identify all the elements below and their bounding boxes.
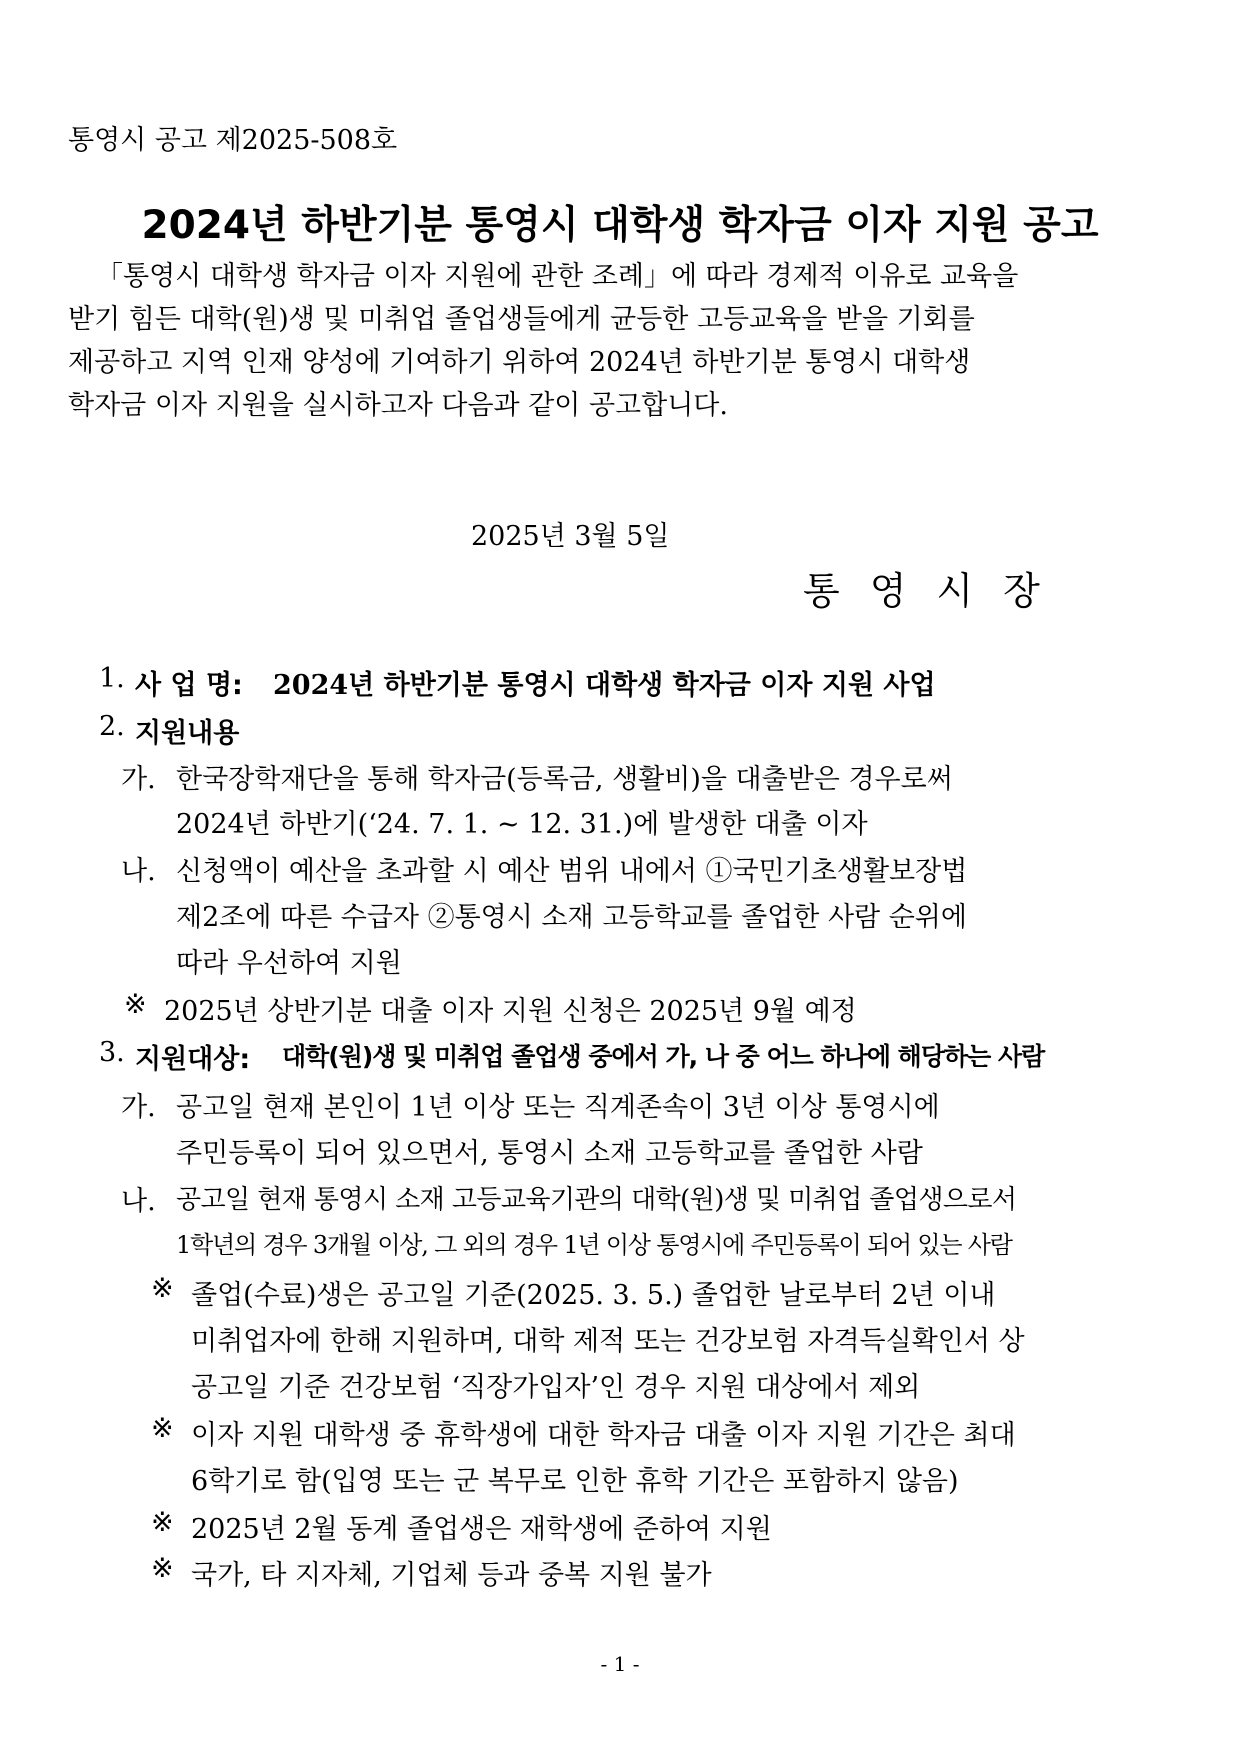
section-3-label: 지원대상: xyxy=(135,1044,251,1075)
section-2-number: 2. xyxy=(99,711,125,742)
note-marker: ※ xyxy=(151,1507,174,1538)
section-3-item-line: 주민등록이 되어 있으면서, 통영시 소재 고등학교를 졸업한 사람 xyxy=(176,1138,923,1169)
note-marker: ※ xyxy=(151,1553,174,1584)
section-3-item-line: 1학년의 경우 3개월 이상, 그 외의 경우 1년 이상 통영시에 주민등록이 되어 있는 사람 xyxy=(176,1231,1012,1259)
section-3-note-line: 공고일 기준 건강보험 ‘직장가입자’인 경우 지원 대상에서 제외 xyxy=(191,1372,921,1403)
notice-date: 2025년 3월 5일 xyxy=(471,521,670,552)
section-1-number: 1. xyxy=(99,663,125,694)
section-2-label: 지원내용 xyxy=(135,718,240,749)
note-marker: ※ xyxy=(124,989,147,1020)
section-2-item-line: 제2조에 따른 수급자 ②통영시 소재 고등학교를 졸업한 사람 순위에 xyxy=(176,902,967,933)
section-3-item-line: 공고일 현재 통영시 소재 고등교육기관의 대학(원)생 및 미취업 졸업생으로서 xyxy=(176,1185,1017,1215)
section-2-item-line: 한국장학재단을 통해 학자금(등록금, 생활비)을 대출받은 경우로써 xyxy=(176,764,953,795)
section-1-label: 사 업 명: xyxy=(135,670,243,701)
page-number: - 1 - xyxy=(600,1652,640,1676)
section-2-item-line: 따라 우선하여 지원 xyxy=(176,948,402,979)
note-marker: ※ xyxy=(151,1413,174,1444)
section-2-item-marker: 가. xyxy=(121,764,156,795)
section-3-note-line: 미취업자에 한해 지원하며, 대학 제적 또는 건강보험 자격득실확인서 상 xyxy=(191,1326,1025,1357)
page-title: 2024년 하반기분 통영시 대학생 학자금 이자 지원 공고 xyxy=(141,203,1099,248)
section-3-number: 3. xyxy=(99,1037,125,1068)
section-3-note-line: 국가, 타 지자체, 기업체 등과 중복 지원 불가 xyxy=(191,1560,712,1591)
section-3-text: 대학(원)생 및 미취업 졸업생 중에서 가, 나 중 어느 하나에 해당하는 사람 xyxy=(282,1042,1045,1071)
section-2-item-line: 2024년 하반기(‘24. 7. 1. ~ 12. 31.)에 발생한 대출 이자 xyxy=(176,809,868,840)
section-1-text: 2024년 하반기분 통영시 대학생 학자금 이자 지원 사업 xyxy=(273,670,936,701)
section-3-note-line: 이자 지원 대학생 중 휴학생에 대한 학자금 대출 이자 지원 기간은 최대 xyxy=(191,1420,1016,1451)
section-2-note: 2025년 상반기분 대출 이자 지원 신청은 2025년 9월 예정 xyxy=(164,996,857,1027)
intro-line: 「통영시 대학생 학자금 이자 지원에 관한 조례」에 따라 경제적 이유로 교육을 xyxy=(96,261,1019,292)
intro-line: 학자금 이자 지원을 실시하고자 다음과 같이 공고합니다. xyxy=(68,390,728,421)
signer: 통영시장 xyxy=(803,569,1070,613)
section-2-item-line: 신청액이 예산을 초과할 시 예산 범위 내에서 ①국민기초생활보장법 xyxy=(176,856,968,887)
section-3-note-line: 6학기로 함(입영 또는 군 복무로 인한 휴학 기간은 포함하지 않음) xyxy=(191,1466,959,1497)
section-3-item-marker: 나. xyxy=(121,1186,156,1217)
section-3-note-line: 졸업(수료)생은 공고일 기준(2025. 3. 5.) 졸업한 날로부터 2년 이내 xyxy=(191,1280,996,1311)
section-3-item-marker: 가. xyxy=(121,1092,156,1123)
section-3-item-line: 공고일 현재 본인이 1년 이상 또는 직계존속이 3년 이상 통영시에 xyxy=(176,1092,940,1123)
notice-number: 통영시 공고 제2025-508호 xyxy=(68,125,398,156)
intro-line: 받기 힘든 대학(원)생 및 미취업 졸업생들에게 균등한 고등교육을 받을 기회를 xyxy=(68,304,975,335)
section-3-note-line: 2025년 2월 동계 졸업생은 재학생에 준하여 지원 xyxy=(191,1514,772,1545)
section-2-item-marker: 나. xyxy=(121,856,156,887)
intro-line: 제공하고 지역 인재 양성에 기여하기 위하여 2024년 하반기분 통영시 대학생 xyxy=(68,347,971,378)
note-marker: ※ xyxy=(151,1273,174,1304)
